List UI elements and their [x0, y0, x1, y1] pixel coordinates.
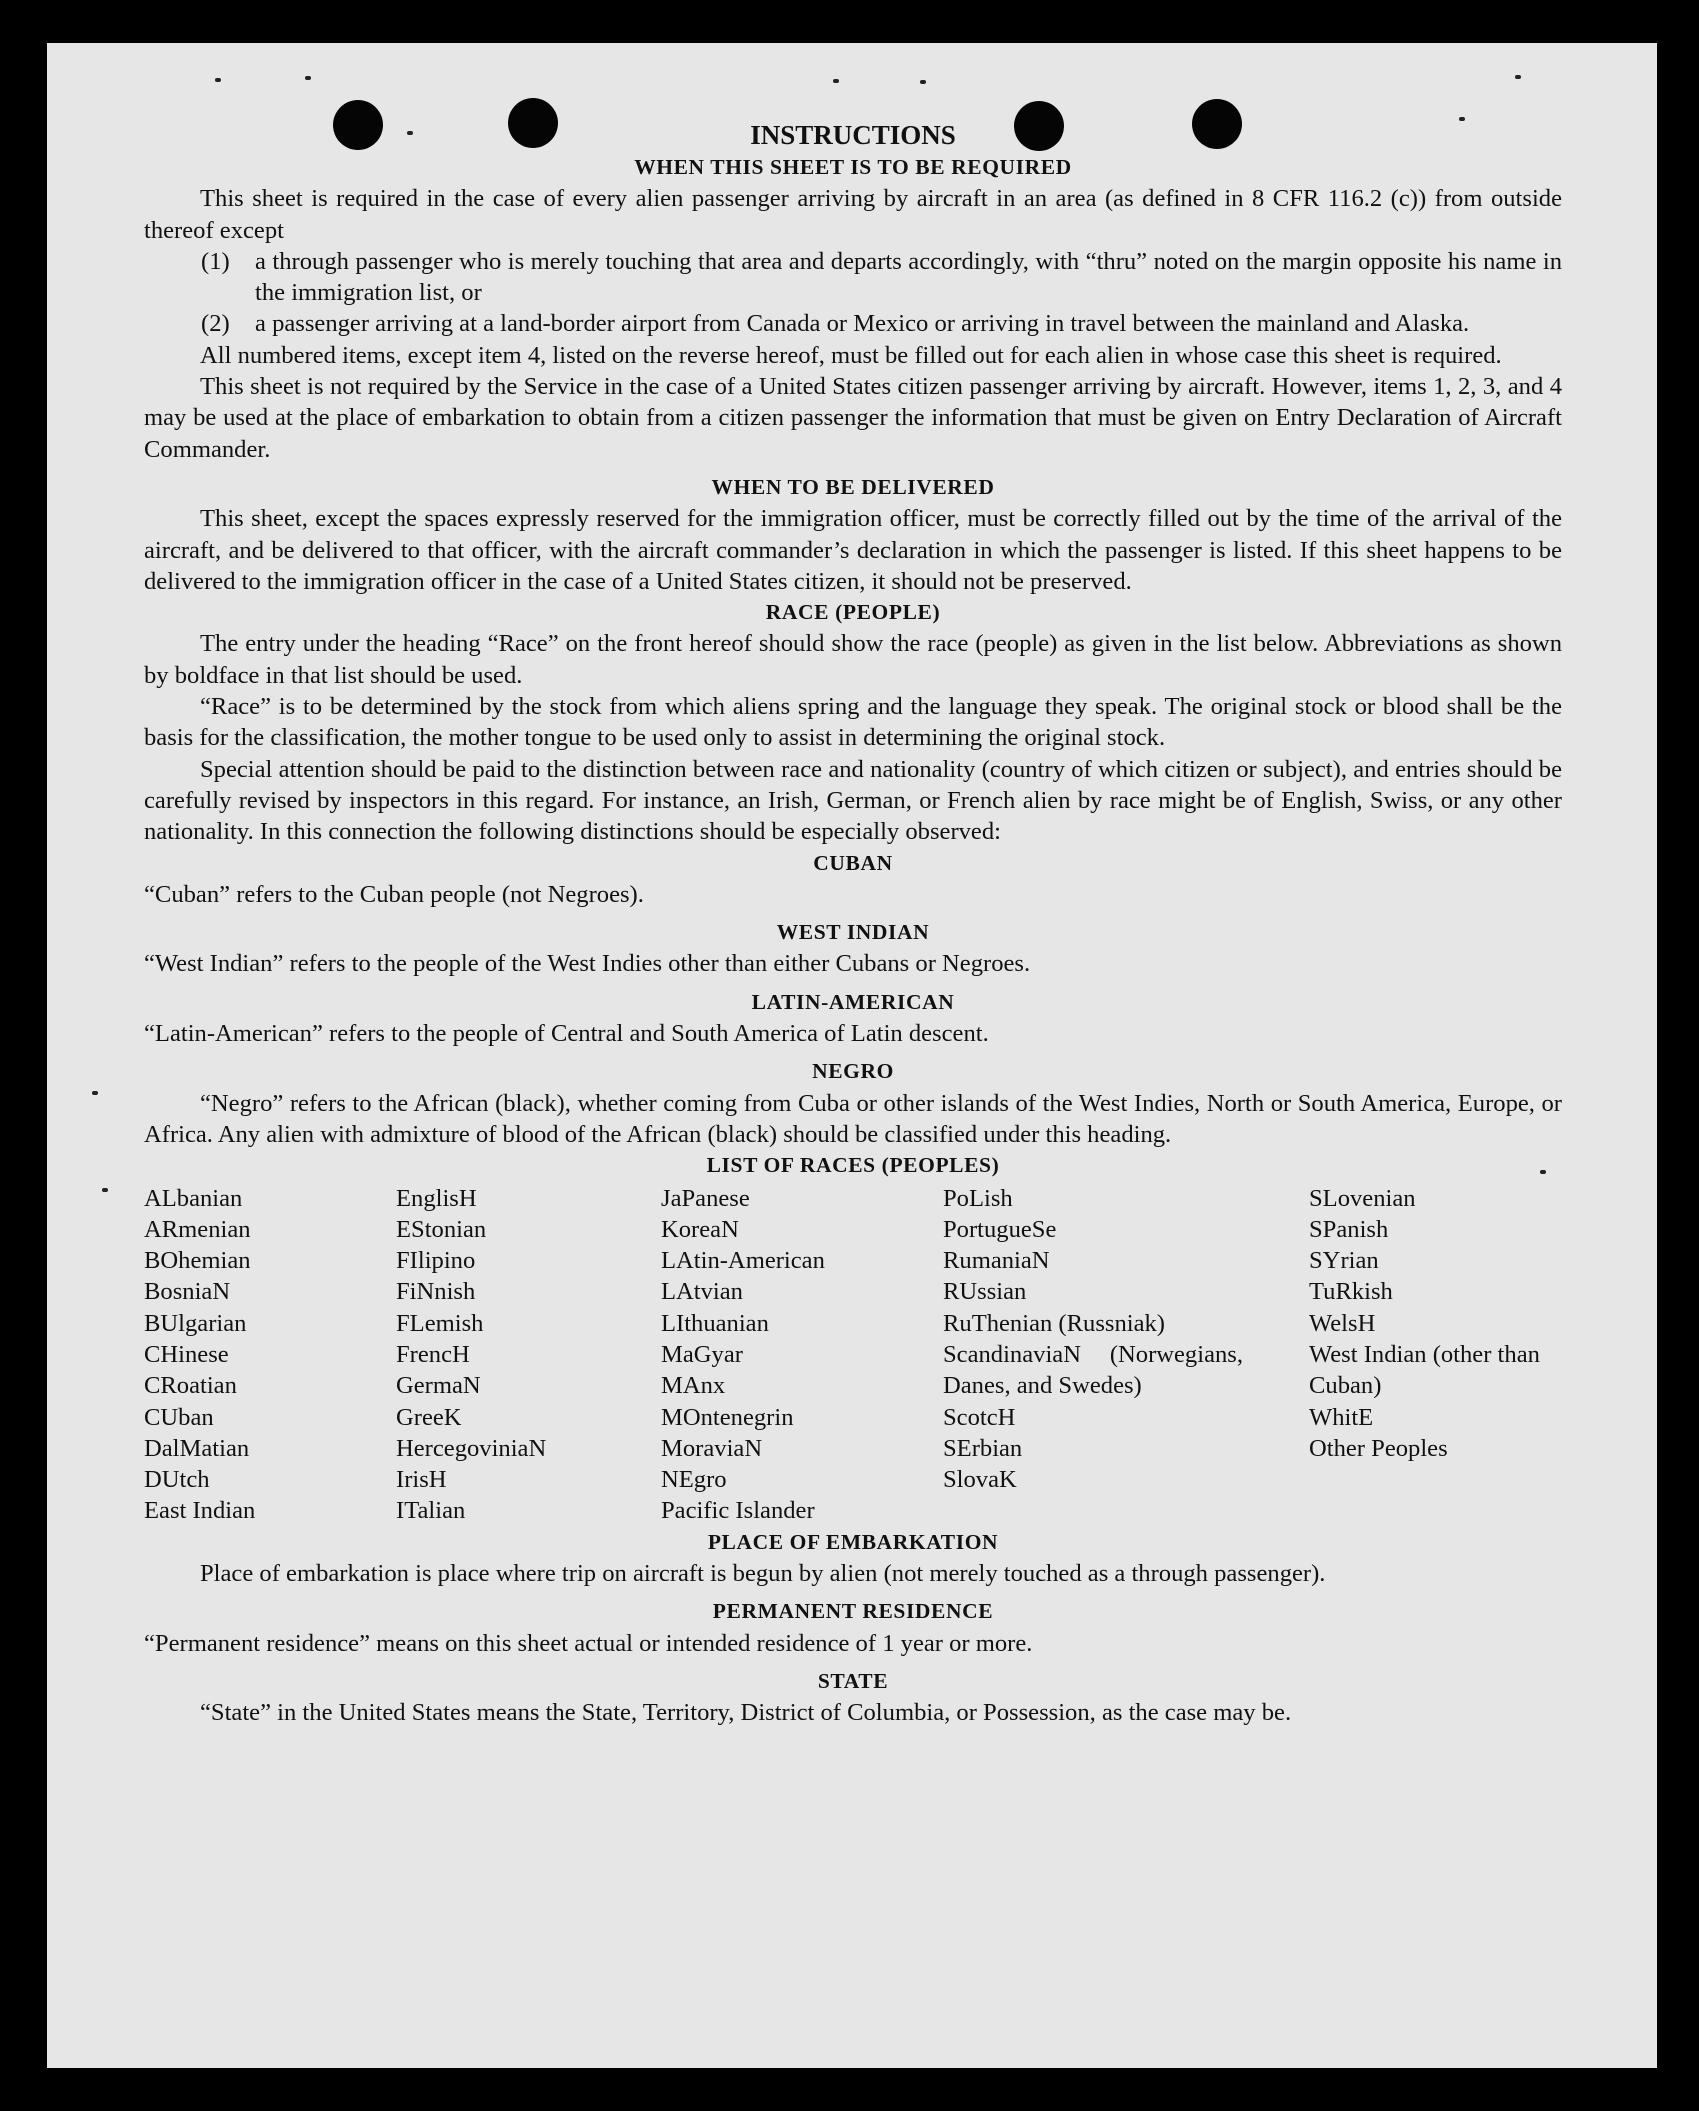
race-entry: RumaniaN [943, 1247, 1050, 1275]
race-entry: SYrian [1309, 1247, 1379, 1275]
race-entry: RUssian [943, 1278, 1027, 1306]
race-entry: ARmenian [144, 1215, 251, 1243]
speck [305, 76, 311, 80]
race-entry: LAtin-American [661, 1247, 825, 1275]
citizen-paragraph: This sheet is not required by the Service in the case of a United States citizen passenger arriving by aircraft. However, items 1, 2, 3, and 4 may be used at the place of embarkation to obtain from a citizen passenger the information that must be given on Entry Declaration of Aircraft Commander. [144, 373, 1562, 463]
race-entry: CRoatian [144, 1372, 237, 1400]
section-heading-latin-american: LATIN-AMERICAN [751, 989, 955, 1014]
race-entry: EnglisH [396, 1184, 477, 1212]
speck [833, 79, 839, 83]
race-entry: West Indian (other than Cuban) [1309, 1340, 1540, 1400]
embarkation-text: Place of embarkation is place where trip on aircraft is begun by alien (not merely touched as a through passenger). [200, 1560, 1326, 1588]
race-entry: WelsH [1309, 1309, 1376, 1337]
exception-item [201, 246, 1562, 309]
speck [92, 1091, 98, 1095]
race-paragraph-2: “Race” is to be determined by the stock from which aliens spring and the language they speak. The original stock or blood shall be the basis for the classification, the mother tongue to be used only to assist in determining the original stock. [144, 693, 1562, 752]
race-entry: JaPanese [661, 1184, 750, 1212]
race-entry: BOhemian [144, 1247, 251, 1275]
race-entry: RuThenian (Russniak) [943, 1309, 1165, 1337]
section-heading-negro: NEGRO [812, 1059, 894, 1084]
section-heading-list-of-races: LIST OF RACES (PEOPLES) [706, 1153, 1000, 1178]
race-entry: FiNnish [396, 1278, 476, 1306]
exception-text: a through passenger who is merely touching that area and departs accordingly, with “thru” noted on the margin opposite his name in the immigration list, or [255, 247, 1562, 307]
race-entry: Pacific Islander [661, 1497, 815, 1525]
section-heading-when-delivered: WHEN TO BE DELIVERED [711, 474, 995, 499]
races-list [144, 1183, 1562, 1527]
race-entry: SPanish [1309, 1215, 1389, 1243]
race-entry: GreeK [396, 1403, 462, 1431]
races-column-3 [661, 1183, 943, 1527]
race-paragraph-3: Special attention should be paid to the distinction between race and nationality (country of which citizen or subject), and entries should be carefully revised by inspectors in this regard. For instance, an Irish, German, or French alien by race might be of English, Swiss, or any other nationality. In this connection the following distinctions should be especially observed: [144, 755, 1562, 846]
section-heading-race: RACE (PEOPLE) [765, 600, 941, 625]
race-entry: GermaN [396, 1372, 481, 1400]
section-heading-when-required: WHEN THIS SHEET IS TO BE REQUIRED [634, 155, 1072, 179]
race-entry: SlovaK [943, 1466, 1017, 1494]
race-entry: MOntenegrin [661, 1403, 794, 1431]
race-entry: BosniaN [144, 1278, 231, 1306]
speck [215, 78, 221, 82]
race-entry: MaGyar [661, 1340, 743, 1368]
race-entry: LAtvian [661, 1278, 743, 1306]
race-entry: MAnx [661, 1372, 726, 1400]
section-heading-embarkation: PLACE OF EMBARKATION [707, 1529, 999, 1554]
section-heading-west-indian: WEST INDIAN [776, 920, 930, 945]
race-entry: EStonian [396, 1215, 487, 1243]
race-entry: PoLish [943, 1184, 1013, 1212]
latin-american-text: “Latin-American” refers to the people of Central and South America of Latin descent. [144, 1020, 989, 1048]
race-entry: TuRkish [1309, 1278, 1393, 1306]
race-entry: FrencH [396, 1340, 470, 1368]
race-entry: HercegoviniaN [396, 1434, 547, 1462]
race-entry: ALbanian [144, 1184, 243, 1212]
speck [1515, 75, 1521, 79]
race-entry: MoraviaN [661, 1434, 763, 1462]
race-entry: IrisH [396, 1466, 447, 1494]
race-entry: BUlgarian [144, 1309, 247, 1337]
races-column-1 [144, 1183, 396, 1527]
section-heading-state: STATE [817, 1668, 889, 1693]
race-entry: SErbian [943, 1434, 1023, 1462]
exception-item [201, 308, 1562, 339]
state-text: “State” in the United States means the State, Territory, District of Columbia, or Possession, as the case may be. [200, 1699, 1292, 1727]
instructions-body [144, 118, 1562, 1729]
race-entry: LIthuanian [661, 1309, 769, 1337]
race-entry: East Indian [144, 1497, 256, 1525]
speck [102, 1188, 108, 1192]
when-required-intro: This sheet is required in the case of every alien passenger arriving by aircraft in an area (as defined in 8 CFR 116.2 (c)) from outside thereof except [144, 185, 1562, 244]
race-entry: PortugueSe [943, 1215, 1057, 1243]
negro-text: “Negro” refers to the African (black), whether coming from Cuba or other islands of the West Indies, North or South America, Europe, or Africa. Any alien with admixture of blood of the African (black) should be classified under this heading. [144, 1089, 1562, 1148]
page-title: INSTRUCTIONS [750, 120, 956, 150]
race-entry: ScotcH [943, 1403, 1016, 1431]
speck [920, 80, 926, 84]
races-column-5 [1309, 1183, 1562, 1527]
race-entry: NEgro [661, 1466, 727, 1494]
race-entry: DUtch [144, 1466, 210, 1494]
exception-number: (2) [201, 310, 230, 338]
race-entry: SLovenian [1309, 1184, 1416, 1212]
exception-text: a passenger arriving at a land-border airport from Canada or Mexico or arriving in travel between the mainland and Alaska. [255, 310, 1470, 338]
residence-text: “Permanent residence” means on this sheet actual or intended residence of 1 year or more. [144, 1629, 1033, 1657]
west-indian-text: “West Indian” refers to the people of the West Indies other than either Cubans or Negroes. [144, 950, 1031, 978]
race-paragraph-1: The entry under the heading “Race” on the front hereof should show the race (people) as given in the list below. Abbreviations as shown by boldface in that list should be used. [144, 630, 1562, 689]
numbered-items-paragraph: All numbered items, except item 4, listed on the reverse hereof, must be filled out for each alien in whose case this sheet is required. [200, 341, 1502, 369]
race-entry: ScandinaviaN (Norwegians, Danes, and Swedes) [943, 1340, 1243, 1400]
race-entry: DalMatian [144, 1434, 250, 1462]
section-heading-residence: PERMANENT RESIDENCE [712, 1599, 994, 1624]
race-entry: CUban [144, 1403, 214, 1431]
race-entry: KoreaN [661, 1215, 739, 1243]
race-entry: Other Peoples [1309, 1434, 1448, 1462]
races-column-4 [943, 1183, 1309, 1527]
when-delivered-text: This sheet, except the spaces expressly reserved for the immigration officer, must be correctly filled out by the time of the arrival of the aircraft, and be delivered to that officer, with the aircraft commander’s declaration in which the passenger is listed. If this sheet happens to be delivered to the immigration officer in the case of a United States citizen, it should not be preserved. [144, 505, 1562, 595]
race-entry: WhitE [1309, 1403, 1374, 1431]
document-page [47, 43, 1657, 2068]
races-column-2 [396, 1183, 661, 1527]
race-entry: FLemish [396, 1309, 484, 1337]
exception-number: (1) [201, 247, 230, 275]
section-heading-cuban: CUBAN [813, 850, 893, 875]
cuban-text: “Cuban” refers to the Cuban people (not Negroes). [144, 880, 644, 908]
race-entry: ITalian [396, 1497, 466, 1525]
race-entry: FIlipino [396, 1247, 476, 1275]
race-entry: CHinese [144, 1340, 229, 1368]
